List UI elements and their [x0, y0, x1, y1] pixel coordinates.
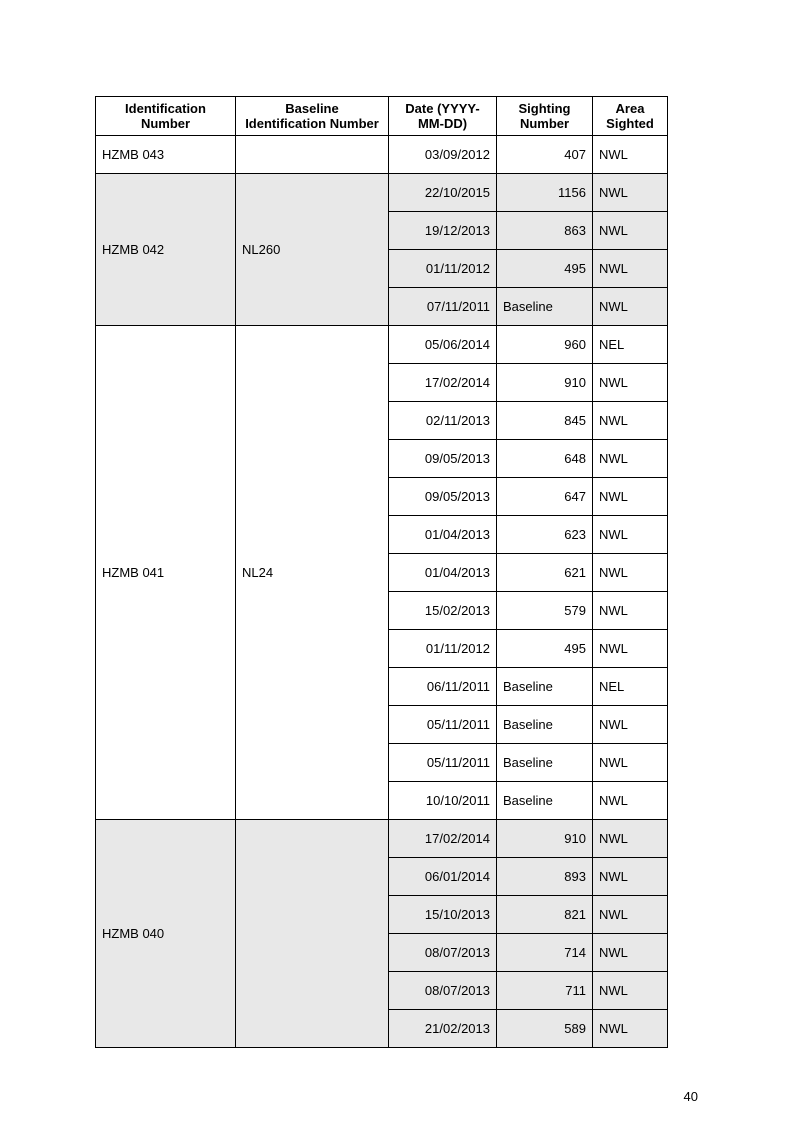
- area-sighted-cell: NWL: [593, 402, 668, 440]
- date-cell: 09/05/2013: [389, 440, 497, 478]
- table-body: [96, 136, 668, 1048]
- date-cell: 05/11/2011: [389, 744, 497, 782]
- sighting-number-cell: Baseline: [497, 744, 593, 782]
- sighting-number-cell: 821: [497, 896, 593, 934]
- date-cell: 05/11/2011: [389, 706, 497, 744]
- area-sighted-cell: NWL: [593, 554, 668, 592]
- area-sighted-cell: NWL: [593, 820, 668, 858]
- table-row: [96, 174, 668, 212]
- date-cell: 02/11/2013: [389, 402, 497, 440]
- identification-number-cell: HZMB 040: [96, 820, 236, 1048]
- sighting-number-cell: 407: [497, 136, 593, 174]
- sighting-number-cell: 893: [497, 858, 593, 896]
- area-sighted-cell: NEL: [593, 326, 668, 364]
- identification-number-cell: HZMB 041: [96, 326, 236, 820]
- area-sighted-cell: NWL: [593, 1010, 668, 1048]
- page-number: 40: [683, 1089, 698, 1104]
- header-date: Date (YYYY- MM-DD): [389, 97, 497, 136]
- date-cell: 15/10/2013: [389, 896, 497, 934]
- identification-number-cell: HZMB 043: [96, 136, 236, 174]
- baseline-identification-cell: [236, 820, 389, 1048]
- sighting-table: [95, 96, 668, 1048]
- sighting-number-cell: 711: [497, 972, 593, 1010]
- area-sighted-cell: NWL: [593, 136, 668, 174]
- header-area-sighted: Area Sighted: [593, 97, 668, 136]
- date-cell: 22/10/2015: [389, 174, 497, 212]
- table-row: [96, 136, 668, 174]
- date-cell: 01/11/2012: [389, 630, 497, 668]
- date-cell: 03/09/2012: [389, 136, 497, 174]
- area-sighted-cell: NWL: [593, 364, 668, 402]
- identification-number-cell: HZMB 042: [96, 174, 236, 326]
- date-cell: 06/11/2011: [389, 668, 497, 706]
- area-sighted-cell: NWL: [593, 858, 668, 896]
- area-sighted-cell: NWL: [593, 516, 668, 554]
- area-sighted-cell: NWL: [593, 592, 668, 630]
- area-sighted-cell: NWL: [593, 478, 668, 516]
- area-sighted-cell: NWL: [593, 896, 668, 934]
- sighting-number-cell: 845: [497, 402, 593, 440]
- header-identification-number: Identification Number: [96, 97, 236, 136]
- area-sighted-cell: NWL: [593, 440, 668, 478]
- area-sighted-cell: NEL: [593, 668, 668, 706]
- sighting-number-cell: 863: [497, 212, 593, 250]
- area-sighted-cell: NWL: [593, 744, 668, 782]
- date-cell: 05/06/2014: [389, 326, 497, 364]
- table-row: [96, 326, 668, 364]
- sighting-number-cell: 1156: [497, 174, 593, 212]
- table-header: [96, 97, 668, 136]
- date-cell: 07/11/2011: [389, 288, 497, 326]
- sighting-number-cell: Baseline: [497, 706, 593, 744]
- area-sighted-cell: NWL: [593, 174, 668, 212]
- sighting-number-cell: 579: [497, 592, 593, 630]
- date-cell: 15/02/2013: [389, 592, 497, 630]
- area-sighted-cell: NWL: [593, 288, 668, 326]
- date-cell: 21/02/2013: [389, 1010, 497, 1048]
- area-sighted-cell: NWL: [593, 934, 668, 972]
- sighting-number-cell: 910: [497, 364, 593, 402]
- date-cell: 08/07/2013: [389, 972, 497, 1010]
- baseline-identification-cell: [236, 136, 389, 174]
- sighting-number-cell: 714: [497, 934, 593, 972]
- area-sighted-cell: NWL: [593, 630, 668, 668]
- date-cell: 01/11/2012: [389, 250, 497, 288]
- sighting-number-cell: 647: [497, 478, 593, 516]
- area-sighted-cell: NWL: [593, 706, 668, 744]
- sighting-number-cell: 495: [497, 630, 593, 668]
- sighting-number-cell: 623: [497, 516, 593, 554]
- header-row: [96, 97, 668, 136]
- date-cell: 09/05/2013: [389, 478, 497, 516]
- date-cell: 17/02/2014: [389, 364, 497, 402]
- date-cell: 06/01/2014: [389, 858, 497, 896]
- area-sighted-cell: NWL: [593, 212, 668, 250]
- baseline-identification-cell: NL260: [236, 174, 389, 326]
- sighting-number-cell: 621: [497, 554, 593, 592]
- sighting-number-cell: 589: [497, 1010, 593, 1048]
- header-baseline-identification-number: Baseline Identification Number: [236, 97, 389, 136]
- table-row: [96, 820, 668, 858]
- date-cell: 08/07/2013: [389, 934, 497, 972]
- sighting-number-cell: Baseline: [497, 288, 593, 326]
- header-sighting-number: Sighting Number: [497, 97, 593, 136]
- date-cell: 01/04/2013: [389, 554, 497, 592]
- area-sighted-cell: NWL: [593, 250, 668, 288]
- sighting-number-cell: 910: [497, 820, 593, 858]
- baseline-identification-cell: NL24: [236, 326, 389, 820]
- area-sighted-cell: NWL: [593, 782, 668, 820]
- area-sighted-cell: NWL: [593, 972, 668, 1010]
- sighting-number-cell: Baseline: [497, 782, 593, 820]
- date-cell: 17/02/2014: [389, 820, 497, 858]
- sighting-number-cell: 495: [497, 250, 593, 288]
- sighting-number-cell: 960: [497, 326, 593, 364]
- date-cell: 01/04/2013: [389, 516, 497, 554]
- date-cell: 19/12/2013: [389, 212, 497, 250]
- date-cell: 10/10/2011: [389, 782, 497, 820]
- sighting-number-cell: Baseline: [497, 668, 593, 706]
- sighting-number-cell: 648: [497, 440, 593, 478]
